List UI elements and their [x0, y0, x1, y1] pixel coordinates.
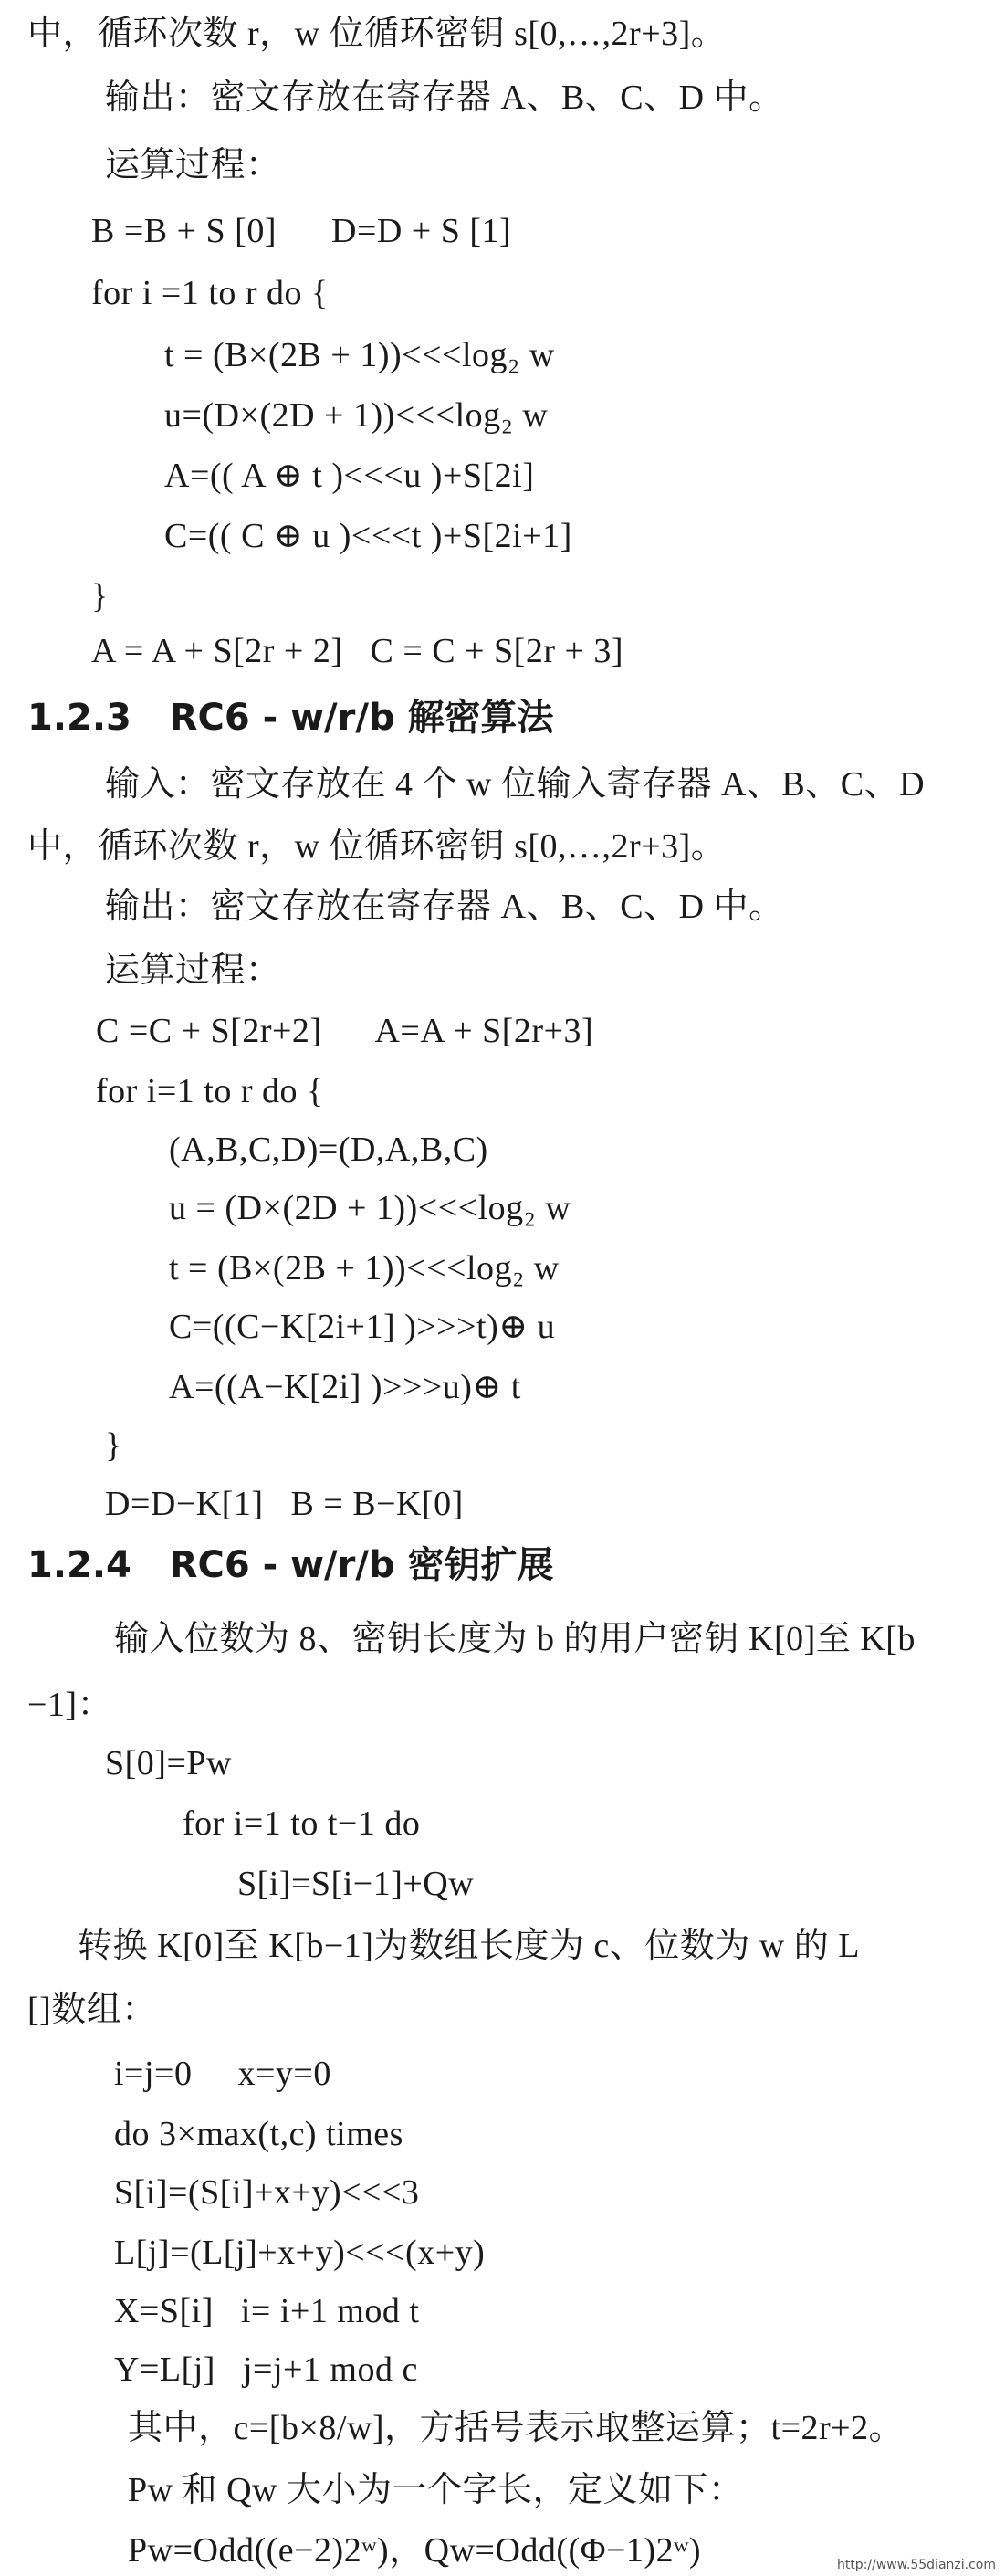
watermark: http://www.55dianzi.com	[836, 2558, 996, 2572]
code-line: C=((C−K[2i+1] )>>>t)⊕ u	[169, 1308, 556, 1346]
code-line: A=((A−K[2i] )>>>u)⊕ t	[169, 1368, 521, 1406]
code-line: B =B + S [0] D=D + S [1]	[91, 212, 512, 250]
code-line: i=j=0 x=y=0	[114, 2055, 331, 2093]
code-line: u = (D×(2D + 1))<<<log₂ w	[169, 1189, 571, 1227]
code-line: do 3×max(t,c) times	[114, 2115, 403, 2153]
text-line: 运算过程：	[105, 952, 281, 990]
text-line: 中，循环次数 r，w 位循环密钥 s[0,…,2r+3]。	[27, 827, 727, 866]
code-line: for i=1 to t−1 do	[183, 1804, 421, 1843]
code-line: S[i]=S[i−1]+Qw	[237, 1865, 475, 1903]
code-line: D=D−K[1] B = B−K[0]	[105, 1485, 464, 1523]
code-line: S[i]=(S[i]+x+y)<<<3	[114, 2173, 420, 2212]
text-line: 其中，c=[b×8/w]，方括号表示取整运算；t=2r+2。	[128, 2409, 905, 2447]
text-line: 输入位数为 8、密钥长度为 b 的用户密钥 K[0]至 K[b	[114, 1620, 916, 1658]
text-line: 输入：密文存放在 4 个 w 位输入寄存器 A、B、C、D	[105, 765, 926, 804]
code-line: C=(( C ⊕ u )<<<t )+S[2i+1]	[164, 517, 572, 555]
code-line: Y=L[j] j=j+1 mod c	[114, 2350, 418, 2389]
code-line: A=(( A ⊕ t )<<<u )+S[2i]	[164, 457, 535, 495]
text-line: Pw 和 Qw 大小为一个字长，定义如下：	[128, 2471, 744, 2509]
code-line: S[0]=Pw	[105, 1744, 232, 1782]
text-line: []数组：	[27, 1991, 157, 2029]
code-line: L[j]=(L[j]+x+y)<<<(x+y)	[114, 2234, 486, 2272]
text-line: −1]：	[27, 1686, 113, 1724]
code-line: for i=1 to r do {	[96, 1072, 324, 1110]
text-line: 转换 K[0]至 K[b−1]为数组长度为 c、位数为 w 的 L	[78, 1927, 860, 1965]
code-line: A = A + S[2r + 2] C = C + S[2r + 3]	[91, 632, 624, 670]
code-line: (A,B,C,D)=(D,A,B,C)	[169, 1130, 488, 1169]
code-line: Pw=Odd((e−2)2ʷ)，Qw=Odd((Φ−1)2ʷ)	[128, 2531, 701, 2570]
text-line: 输出：密文存放在寄存器 A、B、C、D 中。	[105, 79, 784, 117]
code-line: }	[105, 1426, 122, 1465]
code-line: t = (B×(2B + 1))<<<log₂ w	[169, 1249, 560, 1288]
section-heading: 1.2.4 RC6 - w/r/b 密钥扩展	[27, 1544, 554, 1586]
text-line: 中，循环次数 r，w 位循环密钥 s[0,…,2r+3]。	[27, 15, 727, 53]
code-line: t = (B×(2B + 1))<<<log₂ w	[164, 336, 555, 374]
code-line: }	[91, 577, 109, 615]
code-line: u=(D×(2D + 1))<<<log₂ w	[164, 396, 549, 435]
code-line: C =C + S[2r+2] A=A + S[2r+3]	[96, 1012, 594, 1050]
code-line: for i =1 to r do {	[91, 274, 329, 312]
text-line: 运算过程：	[105, 146, 281, 184]
text-line: 输出：密文存放在寄存器 A、B、C、D 中。	[105, 888, 784, 926]
section-heading: 1.2.3 RC6 - w/r/b 解密算法	[27, 697, 554, 739]
code-line: X=S[i] i= i+1 mod t	[114, 2292, 420, 2330]
